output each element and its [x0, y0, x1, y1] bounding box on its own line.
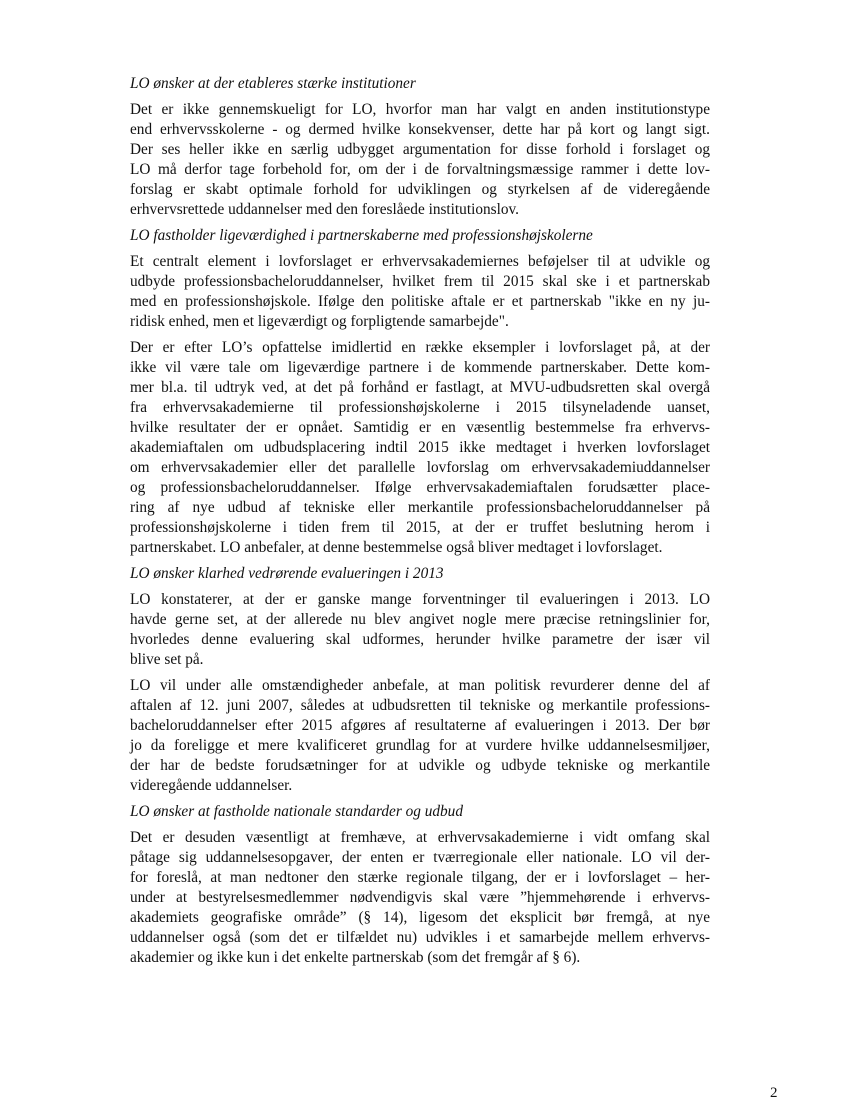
- paragraph: [130, 338, 710, 558]
- text-line: blive set på.: [130, 651, 204, 668]
- text-line: Det er ikke gennemskueligt for LO, hvorfor man har valgt en anden institutionstype: [130, 101, 710, 118]
- text-line: påtage sig uddannelsesopgaver, der enten er tværregionale eller nationale. LO vil der-: [130, 849, 710, 866]
- paragraph: [130, 590, 710, 670]
- text-line: udbyde professionsbacheloruddannelser, hvilket frem til 2015 skal ske i et partnerskab: [130, 273, 710, 290]
- text-line: LO må derfor tage forbehold for, om der i de forvaltningsmæssige rammer i dette lov-: [130, 161, 710, 178]
- text-line: for foreslå, at man nedtoner den stærke regionale tilgang, der er i lovforslaget – her-: [130, 869, 710, 886]
- text-line: Der ses heller ikke en særlig udbygget argumentation for disse forhold i forslaget og: [130, 141, 710, 158]
- text-line: LO konstaterer, at der er ganske mange forventninger til evalueringen i 2013. LO: [130, 591, 710, 608]
- section-heading: LO ønsker at fastholde nationale standarder og udbud: [130, 803, 463, 820]
- text-line: bacheloruddannelser efter 2015 afgøres af resultaterne af evalueringen i 2013. Der bør: [130, 717, 710, 734]
- text-line: havde gerne set, at der allerede nu blev angivet nogle mere præcise retningslinier for,: [130, 611, 710, 628]
- text-line: end erhvervsskolerne - og dermed hvilke konsekvenser, dette har på kort og langt sigt.: [130, 121, 710, 138]
- text-line: ring af nye udbud af tekniske eller merkantile professionsbacheloruddannelser på: [130, 499, 710, 516]
- text-line: under at bestyrelsesmedlemmer nødvendigvis skal være ”hjemmehørende i erhvervs-: [130, 889, 710, 906]
- paragraph: [130, 828, 710, 968]
- text-line: om erhvervsakademier eller det parallelle lovforslag om erhvervsakademiuddannelser: [130, 459, 710, 476]
- text-line: og professionsbacheloruddannelser. Ifølge erhvervsakademiaftalen forudsætter place-: [130, 479, 710, 496]
- text-line: forslag er skabt optimale forhold for udviklingen og styrkelsen af de videregående: [130, 181, 710, 198]
- document-body: [130, 74, 710, 974]
- paragraph: [130, 252, 710, 332]
- section-heading: LO ønsker klarhed vedrørende evalueringen i 2013: [130, 565, 444, 582]
- text-line: ikke vil være tale om ligeværdige partnere i de kommende partnerskaber. Dette kom-: [130, 359, 710, 376]
- paragraph: [130, 100, 710, 220]
- text-line: fra erhvervsakademierne til professionshøjskolerne i 2015 tilsyneladende uanset,: [130, 399, 710, 416]
- text-line: hvilke resultater der er opnået. Samtidig er en væsentlig bestemmelse fra erhvervs-: [130, 419, 710, 436]
- text-line: jo da foreligge et mere kvalificeret grundlag for at vurdere hvilke uddannelsesmiljøer,: [130, 737, 710, 754]
- text-line: Der er efter LO’s opfattelse imidlertid en række eksempler i lovforslaget på, at der: [130, 339, 710, 356]
- text-line: erhvervsrettede uddannelser med den foreslåede institutionslov.: [130, 201, 519, 218]
- text-line: akademiaftalen om udbudsplacering indtil 2015 ikke medtaget i hverken lovforslaget: [130, 439, 710, 456]
- text-line: uddannelser også (som det er tilfældet nu) udvikles i et samarbejde mellem erhvervs-: [130, 929, 710, 946]
- text-line: LO vil under alle omstændigheder anbefale, at man politisk revurderer denne del af: [130, 677, 710, 694]
- section-heading: LO ønsker at der etableres stærke institutioner: [130, 75, 416, 92]
- text-line: mer bl.a. til udtryk ved, at det på forhånd er fastlagt, at MVU-udbudsretten skal overgå: [130, 379, 710, 396]
- text-line: ridisk enhed, men et ligeværdigt og forpligtende samarbejde".: [130, 313, 509, 330]
- text-line: med en professionshøjskole. Ifølge den politiske aftale er et partnerskab "ikke en ny ju-: [130, 293, 710, 310]
- text-line: akademier og ikke kun i det enkelte partnerskab (som det fremgår af § 6).: [130, 949, 581, 966]
- text-line: professionshøjskolerne i tiden frem til 2015, at der er truffet beslutning herom i: [130, 519, 710, 536]
- text-line: hvorledes denne evaluering skal udformes, herunder hvilke parametre der især vil: [130, 631, 710, 648]
- text-line: akademiets geografiske område” (§ 14), ligesom det eksplicit bør fremgå, at nye: [130, 909, 710, 926]
- text-line: aftalen af 12. juni 2007, således at udbudsretten til tekniske og merkantile professions-: [130, 697, 710, 714]
- text-line: Det er desuden væsentligt at fremhæve, at erhvervsakademierne i vidt omfang skal: [130, 829, 710, 846]
- text-line: partnerskabet. LO anbefaler, at denne bestemmelse også bliver medtaget i lovforslaget.: [130, 539, 663, 556]
- paragraph: [130, 676, 710, 796]
- text-line: videregående uddannelser.: [130, 777, 293, 794]
- section-heading: LO fastholder ligeværdighed i partnerskaberne med professionshøjskolerne: [130, 227, 593, 244]
- page-number: 2: [770, 1085, 778, 1101]
- text-line: der har de bedste forudsætninger for at udvikle og udbyde tekniske og merkantile: [130, 757, 710, 774]
- text-line: Et centralt element i lovforslaget er erhvervsakademiernes beføjelser til at udvikle og: [130, 253, 710, 270]
